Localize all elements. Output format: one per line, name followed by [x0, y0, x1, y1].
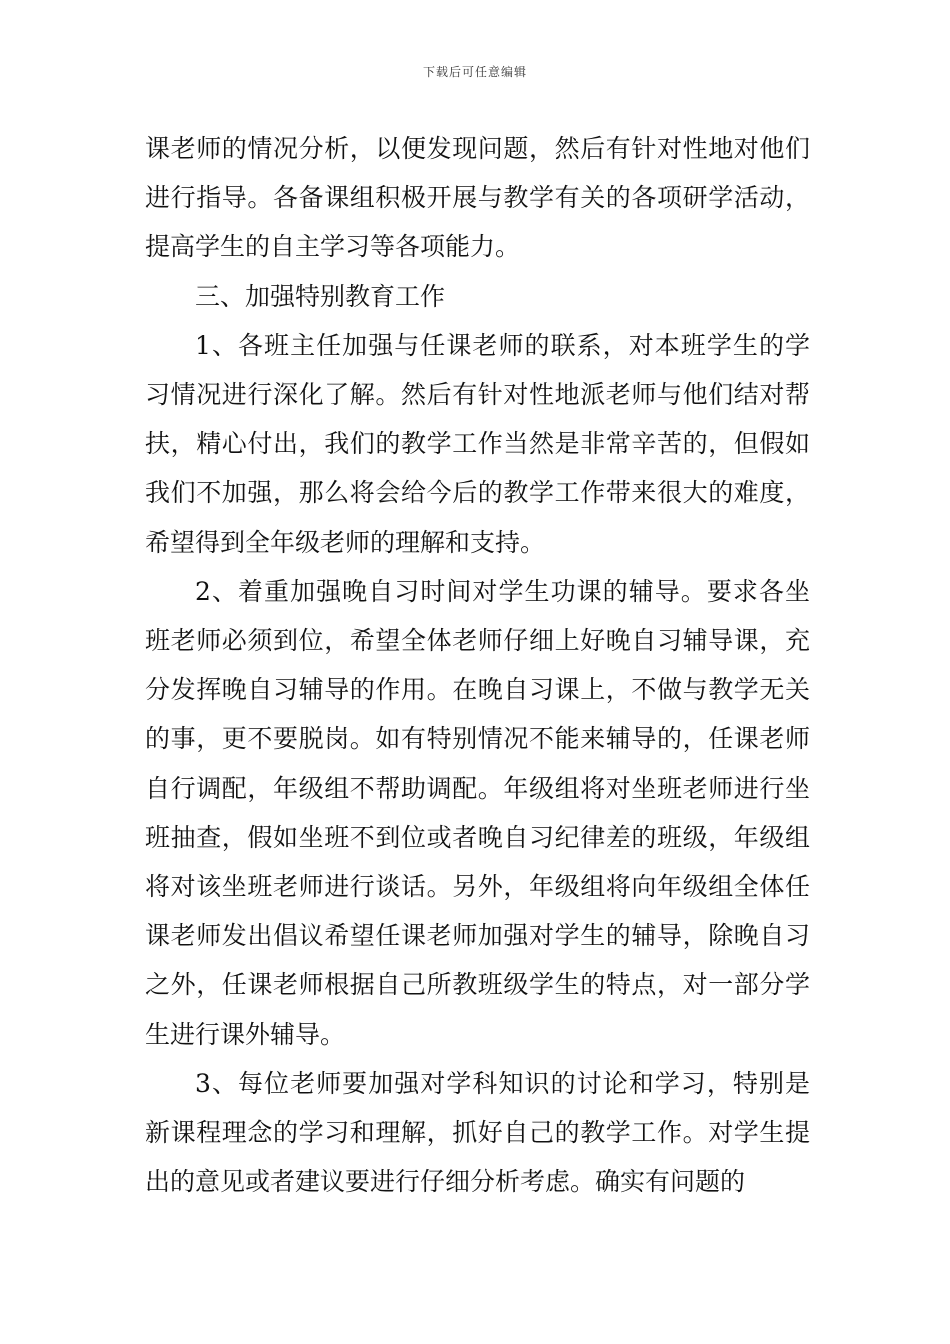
- paragraph-item-3: 3、每位老师要加强对学科知识的讨论和学习，特别是新课程理念的学习和理解，抓好自己的教学工作。对学生提出的意见或者建议要进行仔细分析考虑。确实有问题的: [145, 1068, 810, 1197]
- page-header: 下载后可任意编辑: [422, 65, 527, 79]
- paragraph-item-1: 1、各班主任加强与任课老师的联系，对本班学生的学习情况进行深化了解。然后有针对性地派老师与他们结对帮扶，精心付出，我们的教学工作当然是非常辛苦的，但假如我们不加强，那么将会给今后的教学工作带来很大的难度，希望得到全年级老师的理解和支持。: [145, 330, 810, 557]
- paragraph-continued: 课老师的情况分析，以便发现问题，然后有针对性地对他们进行指导。各备课组积极开展与教学有关的各项研学活动，提高学生的自主学习等各项能力。: [145, 134, 810, 262]
- paragraph-item-2: 2、着重加强晚自习时间对学生功课的辅导。要求各坐班老师必须到位，希望全体老师仔细上好晚自习辅导课，充分发挥晚自习辅导的作用。在晚自习课上，不做与教学无关的事，更不要脱岗。如有特别情况不能来辅导的，任课老师自行调配，年级组不帮助调配。年级组将对坐班老师进行坐班抽查，假如坐班不到位或者晚自习纪律差的班级，年级组将对该坐班老师进行谈话。另外，年级组将向年级组全体任课老师发出倡议希望任课老师加强对学生的辅导，除晚自习之外，任课老师根据自己所教班级学生的特点，对一部分学生进行课外辅导。: [145, 576, 810, 1049]
- section-heading: 三、加强特别教育工作: [195, 281, 446, 311]
- document-body: [145, 124, 810, 1206]
